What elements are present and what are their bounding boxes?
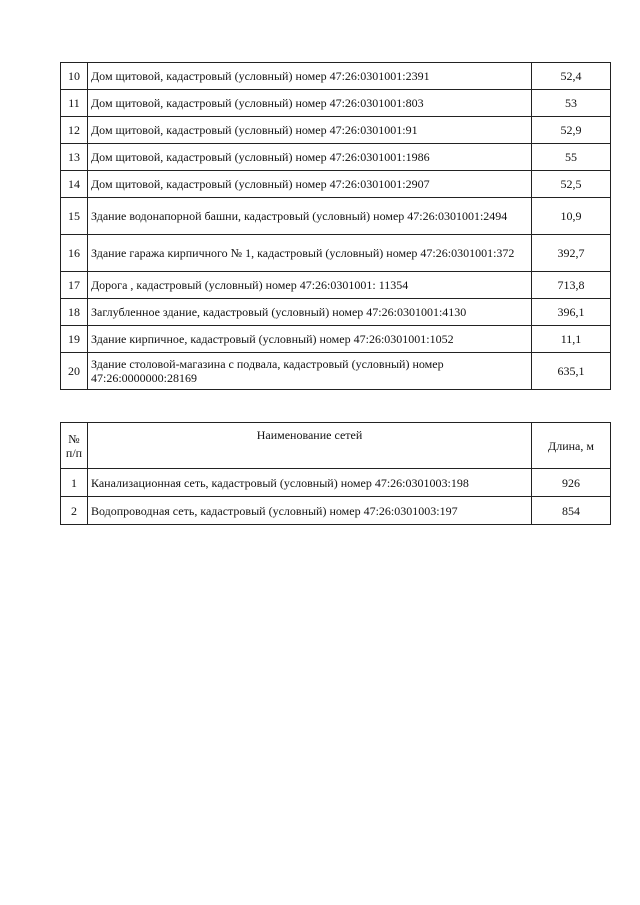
table-header-row <box>61 423 611 469</box>
row-number: 1 <box>61 469 88 497</box>
row-area: 396,1 <box>532 299 611 326</box>
table-row <box>61 299 611 326</box>
table-row <box>61 272 611 299</box>
table-row <box>61 171 611 198</box>
table-row <box>61 353 611 390</box>
row-name: Здание водонапорной башни, кадастровый (условный) номер 47:26:0301001:2494 <box>88 198 532 235</box>
table-row <box>61 326 611 353</box>
table-row <box>61 198 611 235</box>
row-number: 2 <box>61 497 88 525</box>
row-number: 11 <box>61 90 88 117</box>
row-name: Заглубленное здание, кадастровый (условный) номер 47:26:0301001:4130 <box>88 299 532 326</box>
row-area: 55 <box>532 144 611 171</box>
table-row <box>61 144 611 171</box>
row-area: 10,9 <box>532 198 611 235</box>
row-name: Дом щитовой, кадастровый (условный) номер 47:26:0301001:91 <box>88 117 532 144</box>
table-row <box>61 90 611 117</box>
row-name: Дорога , кадастровый (условный) номер 47:26:0301001: 11354 <box>88 272 532 299</box>
table-row <box>61 63 611 90</box>
row-number: 14 <box>61 171 88 198</box>
buildings-table <box>60 62 611 390</box>
row-area: 11,1 <box>532 326 611 353</box>
row-number: 20 <box>61 353 88 390</box>
row-number: 13 <box>61 144 88 171</box>
row-number: 18 <box>61 299 88 326</box>
row-name: Канализационная сеть, кадастровый (условный) номер 47:26:0301003:198 <box>88 469 532 497</box>
row-name: Дом щитовой, кадастровый (условный) номер 47:26:0301001:2391 <box>88 63 532 90</box>
column-header-name: Наименование сетей <box>88 423 532 469</box>
row-area: 53 <box>532 90 611 117</box>
row-length: 854 <box>532 497 611 525</box>
networks-table <box>60 422 611 525</box>
table-row <box>61 497 611 525</box>
row-name: Дом щитовой, кадастровый (условный) номер 47:26:0301001:1986 <box>88 144 532 171</box>
column-header-number: № п/п <box>61 423 88 469</box>
row-name: Здание столовой-магазина с подвала, кадастровый (условный) номер 47:26:0000000:28169 <box>88 353 532 390</box>
row-number: 15 <box>61 198 88 235</box>
row-area: 635,1 <box>532 353 611 390</box>
row-area: 52,9 <box>532 117 611 144</box>
table-row <box>61 117 611 144</box>
row-number: 10 <box>61 63 88 90</box>
row-name: Дом щитовой, кадастровый (условный) номер 47:26:0301001:2907 <box>88 171 532 198</box>
row-area: 713,8 <box>532 272 611 299</box>
row-area: 392,7 <box>532 235 611 272</box>
row-name: Дом щитовой, кадастровый (условный) номер 47:26:0301001:803 <box>88 90 532 117</box>
column-header-length: Длина, м <box>532 423 611 469</box>
table-row <box>61 235 611 272</box>
row-area: 52,4 <box>532 63 611 90</box>
row-number: 17 <box>61 272 88 299</box>
row-name: Здание кирпичное, кадастровый (условный) номер 47:26:0301001:1052 <box>88 326 532 353</box>
row-number: 16 <box>61 235 88 272</box>
row-name: Водопроводная сеть, кадастровый (условный) номер 47:26:0301003:197 <box>88 497 532 525</box>
row-name: Здание гаража кирпичного № 1, кадастровый (условный) номер 47:26:0301001:372 <box>88 235 532 272</box>
row-area: 52,5 <box>532 171 611 198</box>
table-row <box>61 469 611 497</box>
row-number: 12 <box>61 117 88 144</box>
row-number: 19 <box>61 326 88 353</box>
row-length: 926 <box>532 469 611 497</box>
